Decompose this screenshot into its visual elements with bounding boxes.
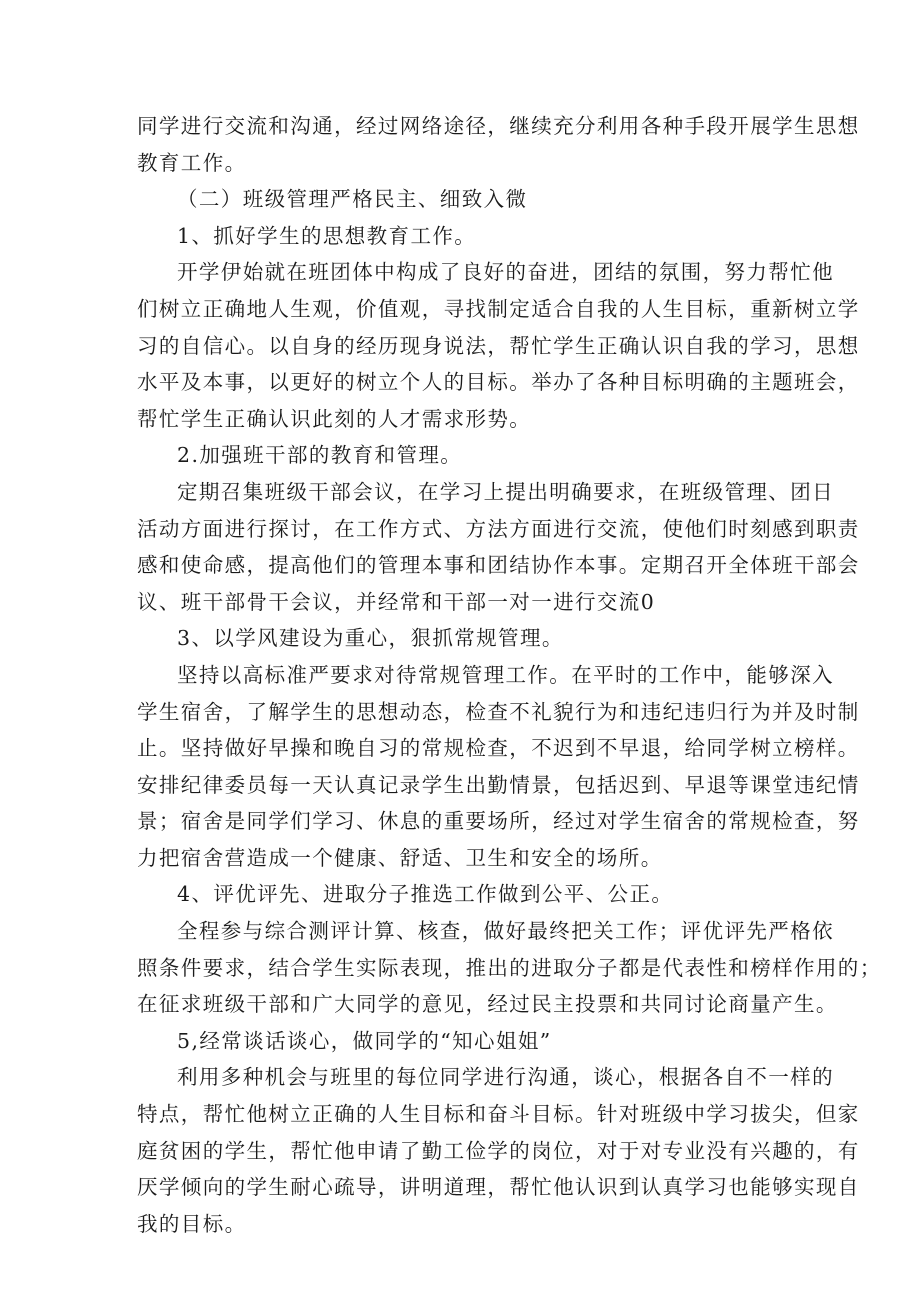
text-line: 我的目标。 xyxy=(137,1211,247,1236)
text-line: 景；宿舍是同学们学习、休息的重要场所，经过对学生宿舍的常规检查，努 xyxy=(137,809,860,834)
text-line: 习的自信心。以自身的经历现身说法，帮忙学生正确认识自我的学习，思想 xyxy=(137,333,860,358)
text-line: 止。坚持做好早操和晚自习的常规检查，不迟到不早退，给同学树立榜样。 xyxy=(137,736,860,761)
text-line: 照条件要求，结合学生实际表现，推出的进取分子都是代表性和榜样作用的； xyxy=(137,955,882,980)
text-line: 定期召集班级干部会议，在学习上提出明确要求，在班级管理、团日 xyxy=(177,479,834,504)
text-line: 厌学倾向的学生耐心疏导，讲明道理，帮忙他认识到认真学习也能够实现自 xyxy=(137,1175,860,1200)
text-line: 安排纪律委员每一天认真记录学生出勤情景，包括迟到、早退等课堂违纪情 xyxy=(137,772,860,797)
text-line: 活动方面进行探讨，在工作方式、方法方面进行交流，使他们时刻感到职责 xyxy=(137,516,860,541)
text-line: 全程参与综合测评计算、核查，做好最终把关工作；评优评先严格依 xyxy=(177,919,834,944)
text-line: 们树立正确地人生观，价值观，寻找制定适合自我的人生目标，重新树立学 xyxy=(137,296,860,321)
text-line: 坚持以高标准严要求对待常规管理工作。在平时的工作中，能够深入 xyxy=(177,662,834,687)
text-line: 帮忙学生正确认识此刻的人才需求形势。 xyxy=(137,406,532,431)
text-line: （二）班级管理严格民主、细致入微 xyxy=(177,187,528,212)
document-page xyxy=(137,108,882,1242)
text-line: 开学伊始就在班团体中构成了良好的奋进，团结的氛围，努力帮忙他 xyxy=(177,260,834,285)
text-line: 感和使命感，提高他们的管理本事和团结协作本事。定期召开全体班干部会 xyxy=(137,553,860,578)
text-line: 利用多种机会与班里的每位同学进行沟通，谈心，根据各自不一样的 xyxy=(177,1065,834,1090)
text-line: 教育工作。 xyxy=(137,150,247,175)
text-line: 议、班干部骨干会议，并经常和干部一对一进行交流0 xyxy=(137,589,656,614)
text-line: 3、以学风建设为重心，狠抓常规管理。 xyxy=(177,626,564,651)
text-line: 同学进行交流和沟通，经过网络途径，继续充分利用各种手段开展学生思想 xyxy=(137,114,860,138)
text-line: 4、评优评先、进取分子推选工作做到公平、公正。 xyxy=(177,882,674,907)
text-line: 2.加强班干部的教育和管理。 xyxy=(177,443,463,468)
text-line: 力把宿舍营造成一个健康、舒适、卫生和安全的场所。 xyxy=(137,845,663,870)
text-line: 1、抓好学生的思想教育工作。 xyxy=(177,223,477,248)
text-line: 特点，帮忙他树立正确的人生目标和奋斗目标。针对班级中学习拔尖，但家 xyxy=(137,1102,860,1127)
text-line: 水平及本事，以更好的树立个人的目标。举办了各种目标明确的主题班会， xyxy=(137,370,860,395)
text-line: 在征求班级干部和广大同学的意见，经过民主投票和共同讨论商量产生。 xyxy=(137,992,838,1017)
text-line: 学生宿舍，了解学生的思想动态，检查不礼貌行为和违纪违归行为并及时制 xyxy=(137,699,860,724)
text-line: 5,经常谈话谈心，做同学的“知心姐姐” xyxy=(177,1028,552,1053)
text-line: 庭贫困的学生，帮忙他申请了勤工俭学的岗位，对于对专业没有兴趣的，有 xyxy=(137,1138,860,1163)
